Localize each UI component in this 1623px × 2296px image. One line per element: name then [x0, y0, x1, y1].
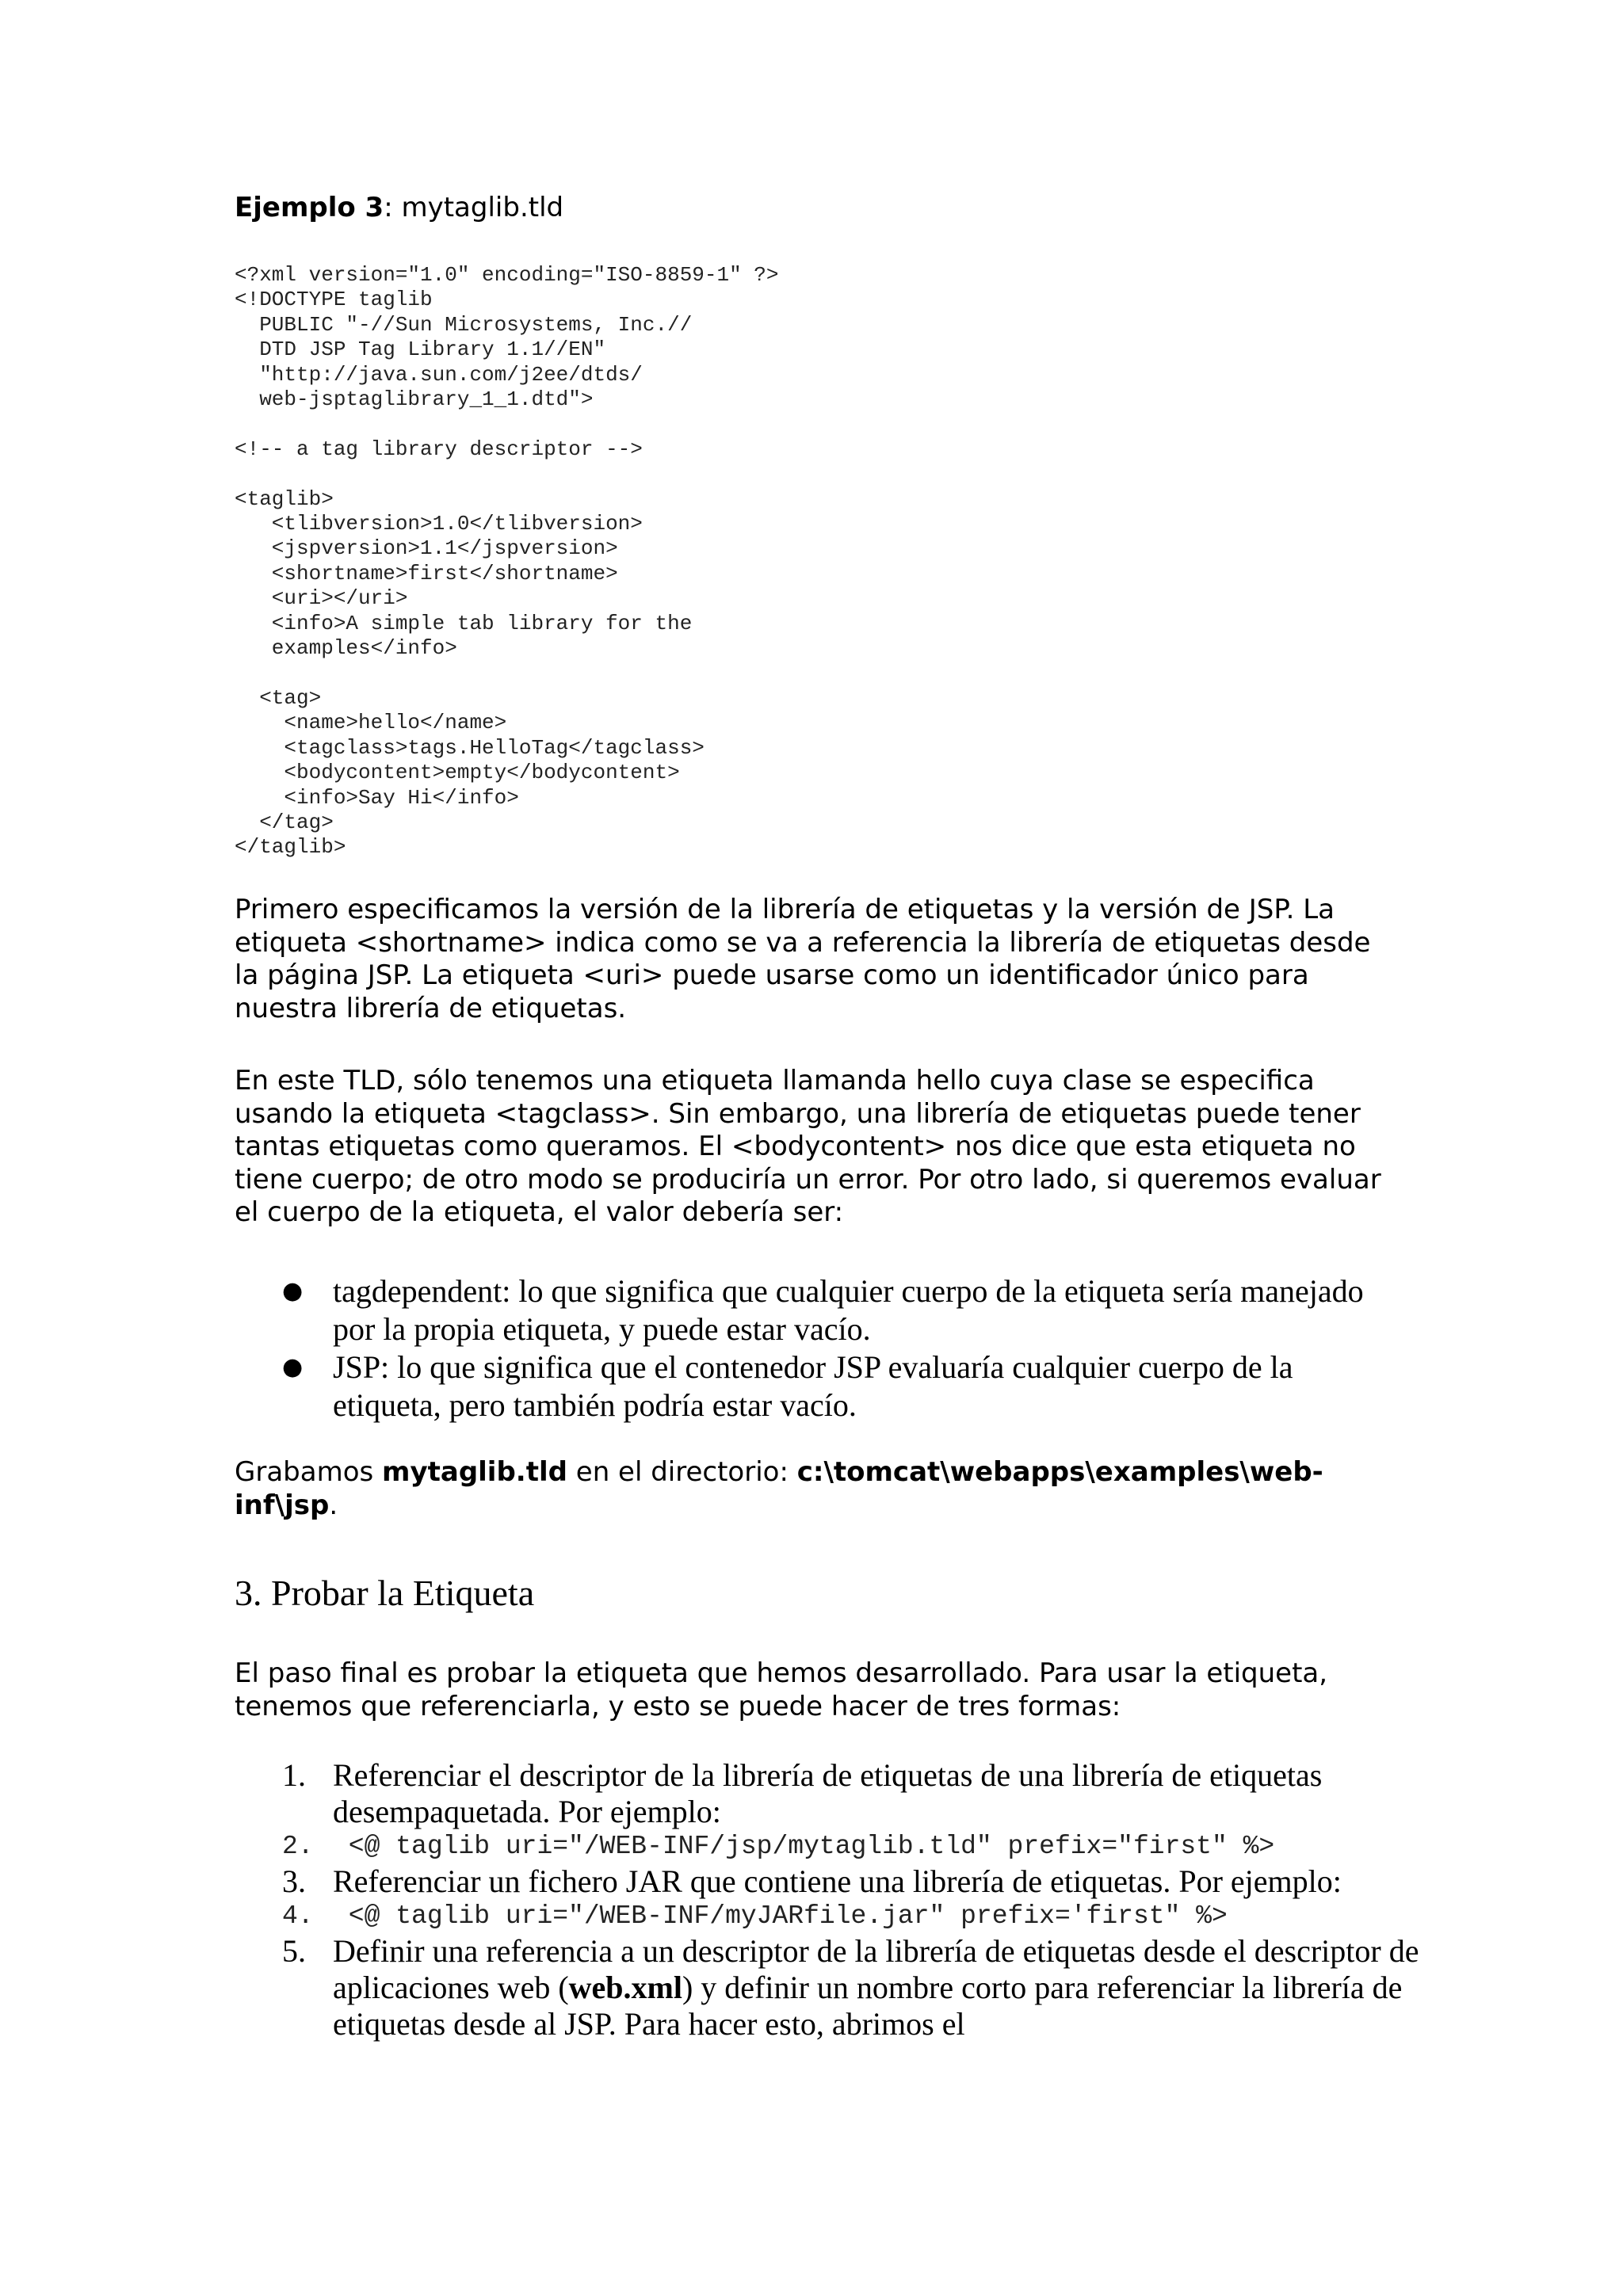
tld-code-block: <?xml version="1.0" encoding="ISO-8859-1" ?> <!DOCTYPE taglib PUBLIC "-//Sun Microsystems, Inc.// DTD JSP Tag Library 1.1//EN" "http://java.sun.com/j2ee/dtds/ web-jsptaglibrary_1_1.dtd"> <!-- a tag library descriptor --> <taglib> <tlibversion>1.0</tlibversion> <jspversion>1.1</jspversion> <shortname>first</shortname> <uri></uri> <info>A simple tab library for the examples</info> <tag> <name>hello</name> <tagclass>tags.HelloTag</tagclass> <bodycontent>empty</bodycontent> <info>Say Hi</info> </tag> </taglib>: [235, 263, 779, 860]
step-number: 5.: [282, 1933, 306, 1969]
step-text: Definir una referencia a un descriptor de la librería de etiquetas desde el descriptor de aplicaciones web (: [333, 1933, 1419, 2005]
step-number: 1.: [282, 1757, 306, 1793]
list-item: [235, 1757, 1423, 1830]
reference-steps-list: [235, 1757, 1423, 2042]
save-path: c:\tomcat\webapps\examples\web-inf\jsp: [235, 1456, 1323, 1521]
example-separator: :: [384, 192, 402, 223]
step-text: ) y definir un nombre corto para referenciar la librería de etiquetas desde al JSP. Para hacer esto, abrimos el: [333, 1970, 1403, 2042]
bullet-text: JSP: lo que significa que el contenedor JSP evaluaría cualquier cuerpo de la etiqueta, pero también podría estar vacío.: [333, 1349, 1293, 1423]
list-item: [235, 1830, 1423, 1863]
bodycontent-values-list: [235, 1272, 1407, 1425]
bullet-icon: ●: [282, 1277, 304, 1305]
step-text: Referenciar el descriptor de la librería de etiquetas de una librería de etiquetas desempaquetada. Por ejemplo:: [333, 1757, 1323, 1829]
step-number: 3.: [282, 1863, 306, 1899]
save-prefix: Grabamos: [235, 1456, 383, 1488]
list-item: [235, 1863, 1423, 1900]
save-filename: mytaglib.tld: [382, 1456, 567, 1488]
section-heading: 3. Probar la Etiqueta: [235, 1573, 535, 1613]
example-title: [235, 192, 563, 223]
bullet-icon: ●: [282, 1353, 304, 1381]
list-item: [235, 1933, 1423, 2042]
document-page: [235, 0, 1419, 2296]
save-middle: en el directorio:: [567, 1456, 797, 1488]
step-code: <@ taglib uri="/WEB-INF/jsp/mytaglib.tld" prefix="first" %>: [333, 1832, 1275, 1861]
save-suffix: .: [329, 1489, 338, 1521]
step-number: 2.: [282, 1832, 314, 1861]
list-item: [235, 1348, 1407, 1425]
step-filename: web.xml: [568, 1970, 682, 2005]
bullet-text: tagdependent: lo que significa que cualquier cuerpo de la etiqueta sería manejado por la propia etiqueta, y puede estar vacío.: [333, 1273, 1364, 1347]
paragraph-versions: Primero especificamos la versión de la librería de etiquetas y la versión de JSP. La etiqueta <shortname> indica como se va a referencia la librería de etiquetas desde la página JSP. La etiqueta <uri> puede usarse como un identificador único para nuestra librería de etiquetas.: [235, 894, 1371, 1024]
paragraph-test-intro: El paso final es probar la etiqueta que hemos desarrollado. Para usar la etiqueta, tenemos que referenciarla, y esto se puede hacer de tres formas:: [235, 1657, 1328, 1722]
step-code: <@ taglib uri="/WEB-INF/myJARfile.jar" prefix='first" %>: [333, 1901, 1228, 1931]
list-item: [235, 1900, 1423, 1933]
example-filename: mytaglib.tld: [401, 192, 564, 223]
paragraph-save-location: [235, 1456, 1384, 1522]
step-number: 4.: [282, 1901, 314, 1931]
example-label: Ejemplo 3: [235, 192, 384, 223]
list-item: [235, 1272, 1407, 1348]
step-text: Referenciar un fichero JAR que contiene una librería de etiquetas. Por ejemplo:: [333, 1863, 1342, 1899]
paragraph-tld-tags: En este TLD, sólo tenemos una etiqueta llamanda hello cuya clase se especifica usando la etiqueta <tagclass>. Sin embargo, una librería de etiquetas puede tener tantas etiquetas como queramos. El <bodycontent> nos dice que esta etiqueta no tiene cuerpo; de otro modo se produciría un error. Por otro lado, si queremos evaluar el cuerpo de la etiqueta, el valor debería ser:: [235, 1065, 1381, 1228]
